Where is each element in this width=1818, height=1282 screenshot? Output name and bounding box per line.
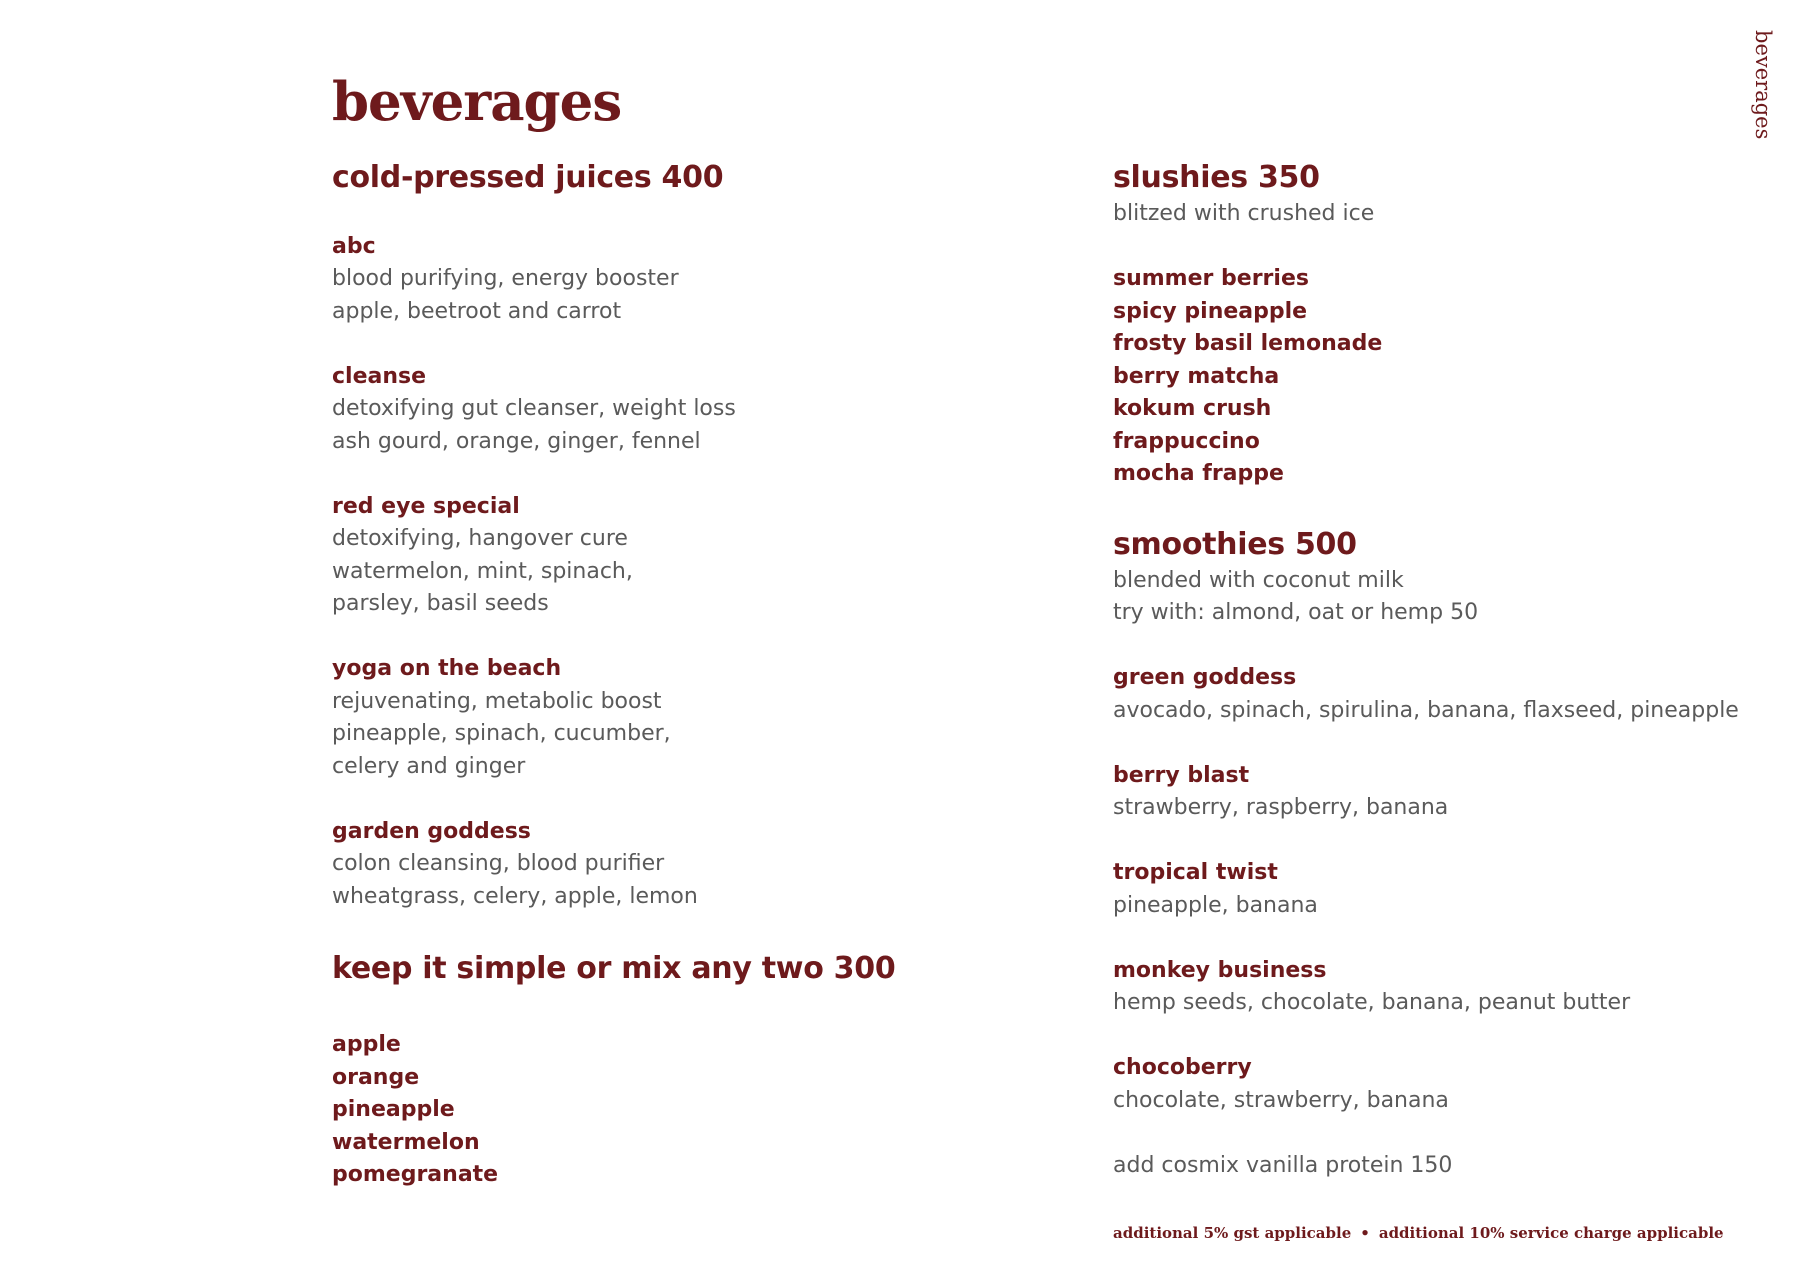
item-description: apple, beetroot and carrot [332,298,622,324]
left-column [332,158,972,1192]
protein-addon-note: add cosmix vanilla protein 150 [1113,1152,1453,1178]
slushies-title: slushies 350 [1113,160,1320,195]
item-description: strawberry, raspberry, banana [1113,795,1449,820]
item-description: blood purifying, energy booster [332,266,679,291]
bullet-separator: • [1360,1224,1370,1242]
list-item: berry matcha [1113,363,1280,389]
list-item: pineapple [332,1097,455,1122]
menu-item [1113,662,1753,727]
slushies-list [1113,263,1753,491]
item-name: red eye special [332,493,520,519]
smoothies-description: try with: almond, oat or hemp 50 [1113,600,1479,625]
service-charge-note: additional 10% service charge applicable [1378,1224,1724,1242]
item-name: cleanse [332,363,427,389]
item-description: colon cleansing, blood purifier [332,851,665,876]
list-item: watermelon [332,1129,480,1155]
item-name: yoga on the beach [332,656,562,681]
list-item: kokum crush [1113,396,1272,421]
item-description: chocolate, strawberry, banana [1113,1087,1449,1113]
list-item: apple [332,1032,401,1057]
item-name: berry blast [1113,762,1250,788]
gst-note: additional 5% gst applicable [1113,1224,1352,1242]
simple-juices-title: keep it simple or mix any two 300 [332,951,896,986]
list-item: summer berries [1113,266,1309,291]
list-item: frappuccino [1113,428,1260,454]
list-item: frosty basil lemonade [1113,331,1383,356]
list-item: mocha frappe [1113,461,1284,486]
item-description: pineapple, spinach, cucumber, [332,721,671,746]
item-name: abc [332,233,376,259]
item-name: tropical twist [1113,860,1278,885]
item-description: celery and ginger [332,753,526,779]
slushies-section [1113,158,1753,491]
menu-item [1113,1052,1753,1117]
item-description: rejuvenating, metabolic boost [332,688,662,714]
right-column [1113,158,1753,1182]
list-item: orange [332,1064,420,1090]
menu-item [332,231,972,329]
menu-item [1113,760,1753,825]
item-name: garden goddess [332,818,531,844]
item-description: detoxifying gut cleanser, weight loss [332,396,736,421]
smoothies-section [1113,525,1753,1183]
menu-item [1113,955,1753,1020]
menu-item [1113,857,1753,922]
page-title: beverages [332,71,622,133]
item-description: pineapple, banana [1113,892,1318,918]
simple-juices-section [332,949,972,1192]
item-description: wheatgrass, celery, apple, lemon [332,883,698,909]
list-item: pomegranate [332,1162,499,1187]
list-item: spicy pineapple [1113,298,1308,324]
menu-item [332,361,972,459]
item-name: monkey business [1113,957,1327,983]
menu-item [332,653,972,783]
menu-item [332,491,972,621]
cold-pressed-title: cold-pressed juices 400 [332,160,724,195]
item-description: ash gourd, orange, ginger, fennel [332,428,701,454]
item-description: watermelon, mint, spinach, [332,558,633,584]
item-description: hemp seeds, chocolate, banana, peanut butter [1113,990,1631,1015]
simple-juices-list [332,1029,972,1192]
menu-item [332,816,972,914]
tax-footnote [1113,1222,1724,1244]
item-name: chocoberry [1113,1055,1252,1080]
item-description: avocado, spinach, spirulina, banana, flaxseed, pineapple [1113,697,1739,723]
item-description: detoxifying, hangover cure [332,526,628,551]
slushies-description: blitzed with crushed ice [1113,201,1375,226]
item-description: parsley, basil seeds [332,591,549,616]
item-name: green goddess [1113,665,1297,690]
smoothies-description: blended with coconut milk [1113,567,1404,593]
smoothies-title: smoothies 500 [1113,526,1357,562]
side-tab-label: beverages [1751,30,1775,140]
cold-pressed-section [332,158,972,913]
